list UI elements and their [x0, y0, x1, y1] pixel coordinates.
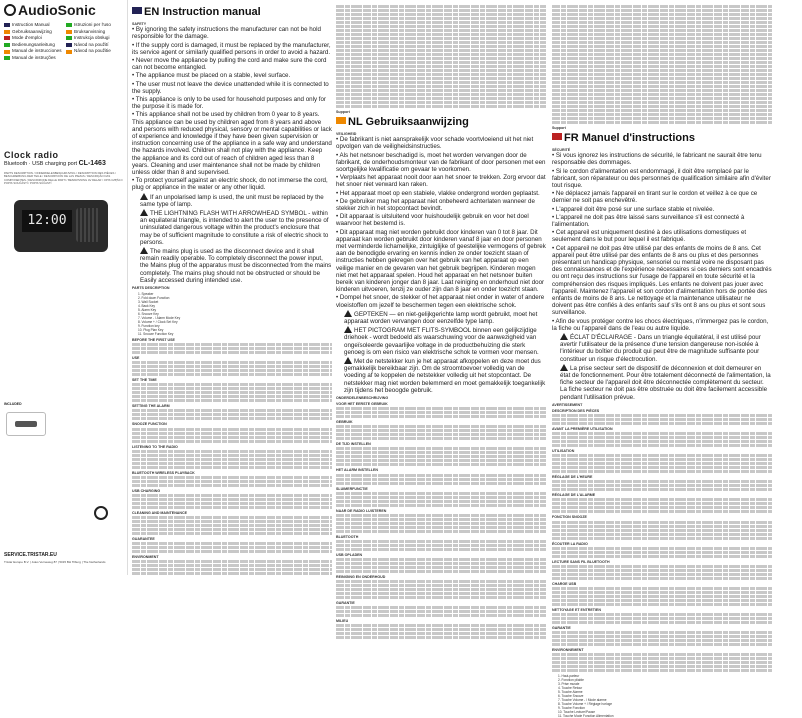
warning-intro-fr: AVERTISSEMENT	[552, 402, 583, 407]
paragraph-text: THE LIGHTNING FLASH WITH ARROWHEAD SYMBOL - within an equilateral triangle, is intended to alert the user to the presence of uninsulated dangerous voltage within the product's enclosure that may be of sufficient magnitude to constitute a risk of electric shock to persons.	[140, 209, 329, 246]
section-heading: DE TIJD INSTELLEN	[336, 442, 371, 447]
safety-bullet: • The appliance must be placed on a stable, level surface.	[132, 72, 291, 80]
section-body	[552, 587, 772, 606]
section-body	[132, 560, 332, 575]
safety-bullet: • Afin de vous protéger contre les chocs électriques, n'immergez pas le cordon, la fiche ou l'appareil dans de l'eau ou autre liquide.	[552, 317, 769, 332]
warning-triangle-icon	[344, 310, 352, 317]
brand-logo	[4, 2, 96, 18]
section-heading: DESCRIPTION DES PIÈCES	[552, 408, 600, 413]
flag-icon	[132, 7, 142, 14]
paragraph-text: Met de netstekker kun je het apparaat afkoppelen en deze moet dus gemakkelijk bereikbaar zijn. Om de stroomtoevoer volledig van de voeding af te koppelen de netstekker volledig uit het stopcontact. De netstekker mag niet worden belemmerd en moet gemakkelijk toegankelijk zijn tijdens het beoogde gebruik.	[344, 358, 546, 394]
warnings-en	[132, 193, 332, 284]
safety-bullet: • De fabrikant is niet aansprakelijk voor schade voortvloeiend uit het niet opvolgen van de veiligheidsinstructies.	[336, 136, 534, 151]
paragraph-text: Dit apparaat mag niet worden gebruikt door kinderen van 0 tot 8 jaar. Dit apparaat kan worden gebruikt door kinderen vanaf 8 jaar en door personen met verminderde lichamelijke, zintuiglijke of geestelijke vermogens of gebrek aan de benodigde ervaring en kennis indien ze onder toezicht staan of instructies hebben gekregen over het gebruik van het apparaat op een veilige manier en de gevaren van het gebruik begrijpen. Kinderen mogen niet met het apparaat spelen. Houd het apparaat en het netsnoer buiten bereik van kinderen jonger dan 8 jaar. Laat reiniging en onderhoud niet door kinderen uitvoeren, tenzij ze ouder zijn dan 8 jaar en onder toezicht staan.	[336, 228, 546, 294]
language-item	[66, 48, 126, 55]
safety-title-en: SAFETY	[132, 22, 147, 26]
section-heading: BLUETOOTH WIRELESS PLAYBACK	[132, 470, 195, 475]
safety-bullet: • Verplaats het apparaat nooit door aan het snoer te trekken. Zorg ervoor dat het snoer niet verward kan raken.	[336, 174, 546, 189]
part-item: 4. Back Key	[138, 304, 156, 309]
safety-bullet: • Dit apparaat mag niet worden gebruikt door kinderen van 0 tot 8 jaar. Dit apparaat kan worden gebruikt door kinderen vanaf 8 jaar en door personen met verminderde lichamelijke, zintuiglijke of geestelijke vermogens of gebrek aan de benodigde ervaring en kennis indien ze onder toezicht staan of instructies hebben gekregen over het gebruik van het apparaat op een veilige manier en de gevaren van het gebruik begrijpen. Kinderen mogen niet met het apparaat spelen. Houd het apparaat en het netsnoer buiten bereik van kinderen jonger dan 8 jaar. Laat reiniging en onderhoud niet door kinderen uitvoeren, tenzij ze ouder zijn dan 8 jaar en onder toezicht staan.	[336, 228, 546, 294]
language-item	[66, 55, 126, 62]
warning-paragraph	[552, 364, 772, 401]
section-heading: RÉGLAGE DE L'HEURE	[552, 475, 593, 480]
section-body	[552, 454, 772, 473]
paragraph-text: Verplaats het apparaat nooit door aan het snoer te trekken. Zorg ervoor dat het snoer niet verward kan raken.	[336, 174, 546, 189]
language-item	[4, 29, 64, 36]
paragraph-text: Als het netsnoer beschadigd is, moet het worden vervangen door de fabrikant, de onderhoudsmonteur van de fabrikant of door personen met een soortgelijke kwalificatie om gevaar te voorkomen.	[336, 151, 546, 173]
warning-triangle-icon	[560, 333, 568, 340]
section-heading: CHARGE USB	[552, 581, 577, 586]
service-url: SERVICE.TRISTAR.EU	[4, 552, 57, 558]
part-item: 1. Haut-parleur	[558, 674, 580, 679]
safety-bullet: • Het apparaat moet op een stabiele, vlakke ondergrond worden geplaatst.	[336, 189, 540, 197]
part-item: 8. Touche Volume + / Réglage horloge	[558, 702, 613, 707]
paragraph-text: De fabrikant is niet aansprakelijk voor schade voortvloeiend uit het niet opvolgen van de veiligheidsinstructies.	[336, 136, 534, 151]
language-row	[4, 48, 126, 55]
flag-icon	[4, 56, 10, 60]
paragraph-text: HET PICTOGRAM MET FLITS-SYMBOOL binnen een gelijkzijdige driehoek - wordt bedoeld als waarschuwing voor de aanwezigheid van ongeïsoleerde gevaarlijke voltage in de productbehuizing die sterk genoeg is om een risico van elektrische schok te vormen voor mensen.	[344, 327, 539, 356]
section-body	[552, 498, 772, 513]
part-item: 2. Fold down Function	[138, 296, 170, 301]
paragraph-text: To protect yourself against an electric shock, do not immerse the cord, plug or appliance in the water or any other liquid.	[132, 177, 328, 192]
section-heading: ÉCOUTER LA RADIO	[552, 541, 588, 546]
section-heading: USB OPLADEN	[336, 552, 363, 557]
parts-list-en	[138, 292, 332, 336]
section-heading: UTILISATION	[552, 449, 575, 454]
section-body	[132, 494, 332, 509]
paragraph-text: Dit apparaat is uitsluitend voor huishoudelijk gebruik en voor het doel waarvoor het bestemd is.	[336, 213, 529, 228]
paragraph-text: Het apparaat moet op een stabiele, vlakke ondergrond worden geplaatst.	[339, 189, 540, 197]
safety-list-fr	[552, 152, 772, 332]
warning-paragraph	[552, 333, 772, 363]
language-item	[66, 29, 126, 36]
continued-en	[336, 5, 546, 114]
section-heading: SETTING THE ALARM	[132, 404, 170, 409]
part-item: 3. Prise murale	[558, 682, 580, 687]
language-item	[4, 48, 64, 55]
language-item	[4, 42, 64, 49]
brand-mark-icon	[94, 506, 108, 520]
flag-icon	[66, 30, 72, 34]
section-heading: MILIEU	[336, 619, 349, 624]
language-label: Návod na použitie	[74, 48, 111, 54]
service-address: Tristar Europe B.V. | Jules Verneweg 87 | 5015 BH Tilburg | The Netherlands	[4, 560, 106, 564]
safety-bullet: • If the supply cord is damaged, it must be replaced by the manufacturer, its service agent or similarly qualified persons in order to avoid a hazard.	[132, 41, 331, 56]
warning-triangle-icon	[140, 193, 148, 200]
section-body	[132, 542, 332, 553]
flag-icon	[66, 36, 72, 40]
flag-icon	[66, 43, 72, 47]
part-item: 6. Snooze Key	[138, 312, 159, 317]
part-item: 5. Alarm Key	[138, 308, 157, 313]
section-body	[552, 414, 772, 425]
warning-paragraph	[336, 357, 546, 394]
language-label: Istruzioni per l'uso	[74, 22, 111, 27]
section-body	[552, 547, 772, 558]
language-label: Návod na použití	[74, 41, 109, 47]
paragraph-text: If the supply cord is damaged, it must be replaced by the manufacturer, its service agent or similarly qualified persons in order to avoid a hazard.	[132, 41, 331, 56]
section-heading: AVANT LA PREMIÈRE UTILISATION	[552, 427, 613, 432]
section-body	[336, 606, 546, 617]
flag-icon	[4, 50, 10, 54]
parts-title-en: PARTS DESCRIPTION	[132, 286, 170, 290]
section-heading: NAAR DE RADIO LUISTEREN	[336, 508, 387, 513]
safety-bullet: • Ne déplacez jamais l'appareil en tirant sur le cordon et veillez à ce que ce dernier ne soit pas enchevêtré.	[552, 190, 758, 205]
section-body	[132, 409, 332, 420]
clock-radio-illustration	[14, 200, 108, 252]
paragraph-text: Si le cordon d'alimentation est endommagé, il doit être remplacé par le fabricant, son réparateur ou des personnes de qualification similaire afin d'éviter tout risque.	[552, 167, 771, 189]
included-accessory-illustration	[6, 412, 46, 436]
section-body	[552, 565, 772, 580]
warning-triangle-icon	[560, 364, 568, 371]
safety-bullet: • Never move the appliance by pulling the cord and make sure the cord can not become entangled.	[132, 56, 327, 72]
language-label: Manual de instruções	[12, 54, 56, 60]
product-title: Clock radio	[4, 150, 59, 160]
column-fr	[552, 4, 772, 718]
section-body	[132, 383, 332, 402]
section-heading: REINIGING EN ONDERHOUD	[336, 574, 386, 579]
paragraph-text: This appliance is only to be used for household purposes and only for the purpose it is made for.	[132, 95, 326, 111]
safety-bullet: • Dit apparaat is uitsluitend voor huishoudelijk gebruik en voor het doel waarvoor het bestemd is.	[336, 213, 529, 228]
language-row	[4, 22, 126, 29]
sections-nl	[336, 402, 546, 639]
part-item: 1. Speaker	[138, 292, 154, 297]
paragraph-text: ÉCLAT D'ÉCLAIRAGE - Dans un triangle équilatéral, il est utilisé pour avertir l'utilisateur de la présence d'une tension dangereuse non-isolée à l'intérieur du boîtier du produit qui peut être de magnitude suffisante pour constituer un risque d'électrocution.	[560, 334, 761, 363]
warning-triangle-icon	[344, 326, 352, 333]
part-item: 4. Touche Retour	[558, 686, 583, 691]
part-item: 7. Touche Volume - / Mode alarme	[558, 698, 607, 703]
warning-triangle-icon	[140, 247, 148, 254]
support-nl: Support	[552, 126, 566, 130]
brand-name: AudioSonic	[18, 2, 96, 18]
section-heading: ENVIRONNEMENT	[552, 648, 584, 653]
safety-list-nl	[336, 136, 546, 309]
product-model: CL-1463	[78, 160, 106, 167]
safety-bullet: • To protect yourself against an electric shock, do not immerse the cord, plug or appliance in the water or any other liquid.	[132, 177, 328, 192]
language-label: Instruction Manual	[12, 22, 50, 27]
paragraph-text: L'appareil doit être posé sur une surface stable et nivelée.	[555, 205, 715, 213]
section-body	[336, 407, 546, 418]
language-label: Bedienungsanleitung	[12, 41, 55, 47]
part-item: 3. Wall Socket	[138, 300, 159, 305]
section-body	[552, 480, 772, 491]
part-item: 6. Touche Snooze	[558, 694, 584, 699]
part-item: 2. Fonction pliable	[558, 678, 584, 683]
paragraph-text: Afin de vous protéger contre les chocs électriques, n'immergez pas le cordon, la fiche ou l'appareil dans de l'eau ou autre liquide.	[552, 317, 769, 332]
section-heading: GARANTIE	[552, 625, 571, 630]
safety-bullet: • The user must not leave the device unattended while it is connected to the supply.	[132, 80, 329, 95]
warning-paragraph	[336, 326, 546, 356]
language-item	[66, 35, 126, 42]
sections-fr	[552, 409, 772, 672]
safety-bullet: • This appliance is only to be used for household purposes and only for the purpose it is made for.	[132, 95, 326, 111]
product-subtitle: Bluetooth · USB charging port CL-1463	[4, 160, 106, 167]
section-body	[336, 580, 546, 599]
safety-bullet: • This appliance shall not be used by children from 0 year to 8 years. This appliance can be used by children aged from 8 years and above and persons with reduced physical, sensory or mental capabilities or lack of experience and knowledge if they have been given supervision or instruction concerning use of the appliance in a safe way and understand the hazards involved. Children shall not play with the appliance. Keep the appliance and its cord out of reach of children aged less than 8 years. Cleaning and user maintenance shall not be made by children unless older than 8 and supervised.	[132, 111, 332, 176]
language-list	[4, 22, 126, 62]
section-body	[132, 450, 332, 469]
language-item	[4, 22, 64, 29]
section-body	[336, 624, 546, 639]
flag-icon	[66, 23, 72, 27]
section-heading: VOOR HET EERSTE GEBRUIK	[336, 402, 388, 407]
part-item: 5. Touche Alarme	[558, 690, 583, 695]
section-heading: SLUIMERFUNCTIE	[336, 486, 368, 491]
flag-icon	[66, 50, 72, 54]
language-label: Mode d'emploi	[12, 35, 42, 41]
language-item	[66, 22, 126, 29]
paragraph-text: The appliance must be placed on a stable, level surface.	[135, 72, 291, 80]
paragraph-text: L'appareil ne doit pas être laissé sans surveillance s'il est connecté à l'alimentation.	[552, 213, 745, 229]
paragraph-text: GEPTEKEN — en niet-gelijkgerichte lamp wordt gebruikt, moet het apparaat worden vervangen door eenzelfde type lamp.	[344, 310, 538, 326]
safety-bullet: • Cet appareil est uniquement destiné à des utilisations domestiques et seulement dans le but pour lequel il est fabriqué.	[552, 229, 747, 244]
warning-paragraph	[132, 209, 332, 246]
warning-triangle-icon	[140, 209, 148, 216]
flag-icon	[552, 133, 562, 140]
support-en: Support	[336, 110, 350, 114]
section-body	[336, 558, 546, 573]
speaker-grille	[76, 208, 100, 242]
section-heading: USE	[132, 356, 140, 361]
language-label: Manual de instrucciones	[12, 48, 62, 54]
section-heading: LISTENING TO THE RADIO	[132, 444, 178, 449]
brand-logo-icon	[4, 4, 16, 16]
section-body	[552, 432, 772, 447]
column-nl	[336, 4, 546, 624]
part-item: 11. Snooze Function Key	[138, 332, 174, 337]
section-body	[336, 540, 546, 551]
section-body	[336, 492, 546, 507]
safety-bullet: • L'appareil doit être posé sur une surface stable et nivelée.	[552, 205, 715, 213]
section-body	[132, 516, 332, 535]
paragraph-text: This appliance shall not be used by children from 0 year to 8 years. This appliance can be used by children aged from 8 years and above and persons with reduced physical, sensory or mental capabilities or lack of experience and knowledge if they have been given supervision or instruction concerning use of the appliance in a safe way and understand the hazards involved. Children shall not play with the appliance. Keep the appliance and its cord out of reach of children aged less than 8 years. Cleaning and user maintenance shall not be made by children unless older than 8 and supervised.	[132, 111, 332, 176]
paragraph-text: Cet appareil est uniquement destiné à des utilisations domestiques et seulement dans le but pour lequel il est fabriqué.	[552, 229, 747, 244]
safety-list-en	[132, 26, 332, 191]
section-body	[132, 428, 332, 443]
part-item: 7. Volume - / Alarm Mode Key	[138, 316, 181, 321]
language-label: Instrukcja obsługi	[74, 35, 110, 41]
safety-bullet: • Si vous ignorez les instructions de sécurité, le fabricant ne saurait être tenu responsable des dommages.	[552, 152, 762, 167]
section-heading: HET ALARM INSTELLEN	[336, 468, 378, 473]
section-body	[552, 653, 772, 672]
continued-nl	[552, 5, 772, 130]
part-item: 10. Touche Lecture/Pause	[558, 710, 595, 715]
language-label: Gebruiksaanwijzing	[12, 28, 52, 34]
warning-paragraph	[336, 310, 546, 325]
language-item	[66, 42, 126, 49]
parts-list-fr	[558, 674, 772, 718]
section-heading: GUARANTEE	[132, 536, 155, 541]
section-body	[132, 361, 332, 376]
part-item: 10. Plug Plan Key	[138, 328, 164, 333]
section-heading: USB CHARGING	[132, 488, 161, 493]
safety-bullet: • L'appareil ne doit pas être laissé sans surveillance s'il est connecté à l'alimentation.	[552, 213, 745, 229]
section-body	[336, 474, 546, 485]
safety-bullet: • Dompel het snoer, de stekker of het apparaat niet onder in water of andere vloeistoffen om jezelf te beschermen tegen een elektrische schok.	[336, 294, 545, 309]
safety-bullet: • De gebruiker mag het apparaat niet onbeheerd achterlaten wanneer de stekker zich in het stopcontact bevindt.	[336, 197, 535, 213]
language-label: Bruksanvisning	[74, 28, 106, 34]
flag-icon	[4, 23, 10, 27]
safety-title-fr: SÉCURITÉ	[552, 148, 571, 153]
language-row	[4, 35, 126, 42]
section-heading: GARANTIE	[336, 601, 355, 606]
section-heading: GEBRUIK	[336, 420, 353, 425]
sections-en	[132, 338, 332, 575]
safety-bullet: • Cet appareil ne doit pas être utilisé par des enfants de moins de 8 ans. Cet appareil peut être utilisé par des enfants de 8 ans ou plus et des personnes présentant un handicap physique, sensoriel ou mental voire ne disposant pas des connaissances et de l'expérience nécessaires si ces derniers sont encadrés ou ont reçu des instructions sur l'usage de l'appareil en toute sécurité et la compréhension des risques impliqués. Les enfants ne doivent pas jouer avec l'appareil. Maintenez l'appareil et son cordon d'alimentation hors de portée des enfants de moins de 8 ans. Le nettoyage et la maintenance utilisateur ne doivent pas être confiés à des enfants sauf s'ils ont 8 ans ou plus et sont sous surveillance.	[552, 244, 772, 317]
paragraph-text: By ignoring the safety instructions the manufacturer can not be hold responsible for the damage.	[132, 26, 321, 41]
part-item: 9. Touche Fonction	[558, 706, 585, 711]
flag-icon	[4, 43, 10, 47]
part-item: 9. Function key	[138, 324, 160, 329]
paragraph-text: Cet appareil ne doit pas être utilisé par des enfants de moins de 8 ans. Cet appareil peut être utilisé par des enfants de 8 ans ou plus et des personnes présentant un handicap physique, sensoriel ou mental voire ne disposant pas des connaissances et de l'expérience nécessaires si ces derniers sont encadrés ou ont reçu des instructions sur l'usage de l'appareil en toute sécurité et la compréhension des risques impliqués. Les enfants ne doivent pas jouer avec l'appareil. Maintenez l'appareil et son cordon d'alimentation hors de portée des enfants de moins de 8 ans. Le nettoyage et la maintenance utilisateur ne doivent pas être confiés à des enfants sauf s'ils ont 8 ans ou plus et sont sous surveillance.	[552, 244, 772, 317]
safety-bullet: • By ignoring the safety instructions the manufacturer can not be hold responsible for the damage.	[132, 26, 321, 41]
heading-en: EN Instruction manual	[132, 6, 332, 19]
section-heading: SNOOZE FUNCTION	[132, 422, 167, 427]
language-row	[4, 29, 126, 36]
paragraph-text: Dompel het snoer, de stekker of het apparaat niet onder in water of andere vloeistoffen om jezelf te beschermen tegen een elektrische schok.	[336, 294, 545, 309]
section-body	[552, 631, 772, 646]
paragraph-text: The mains plug is used as the disconnect device and it shall remain readily operable. To completely disconnect the power input, the Mains plug of the apparatus must be disconnected from the mains completely. The mains plug should not be obstructed or should be Easily accessed during intended use.	[140, 247, 332, 284]
paragraph-text: De gebruiker mag het apparaat niet onbeheerd achterlaten wanneer de stekker zich in het stopcontact bevindt.	[336, 197, 535, 213]
section-heading: RÉGLAGE DE L'ALARME	[552, 493, 596, 498]
section-heading: FONCTION SNOOZE	[552, 515, 587, 520]
warning-triangle-icon	[344, 357, 352, 364]
paragraph-text: The user must not leave the device unattended while it is connected to the supply.	[132, 80, 329, 95]
section-body	[552, 521, 772, 540]
warnings-fr	[552, 333, 772, 401]
parts-title-nl: ONDERDELENBESCHRIJVING	[336, 396, 389, 401]
section-body	[336, 425, 546, 440]
section-body	[552, 613, 772, 624]
section-heading: BEFORE THE FIRST USE	[132, 338, 175, 343]
heading-nl: NL Gebruiksaanwijzing	[336, 116, 546, 129]
section-body	[336, 514, 546, 533]
clock-display: 12:00	[22, 210, 72, 232]
safety-bullet: • Si le cordon d'alimentation est endommagé, il doit être remplacé par le fabricant, son réparateur ou des personnes de qualification similaire afin d'éviter tout risque.	[552, 167, 771, 189]
section-heading: ENVIRONMENT	[132, 555, 159, 560]
language-row	[4, 42, 126, 49]
heading-fr: FR Manuel d'instructions	[552, 132, 772, 145]
warning-paragraph	[132, 247, 332, 284]
safety-title-nl: VEILIGHEID	[336, 132, 357, 137]
language-item	[4, 55, 64, 62]
safety-bullet: • Als het netsnoer beschadigd is, moet het worden vervangen door de fabrikant, de onderhoudsmonteur van de fabrikant of door personen met een soortgelijke kwalificatie om gevaar te voorkomen.	[336, 151, 546, 173]
warning-paragraph	[132, 193, 332, 208]
parts-description-caption: PARTS DESCRIPTION / ONDERDELENBESCHRIJVING / DESCRIPTION DES PIÈCES / BESCHREIBUNG DER TEILE / DESCRIPCIÓN DE LAS PIEZAS / DESCRIÇÃO DAS COMPONENTES / DESCRIZIONE DELLE PARTI / BESKRIVNING AV DELAR / OPIS CZĘŚCI / POPIS SOUČÁSTÍ / POPIS SÚČASTÍ	[4, 171, 124, 186]
column-en	[132, 4, 332, 570]
section-body	[336, 447, 546, 466]
section-heading: CLEANING AND MAINTENANCE	[132, 510, 187, 515]
paragraph-text: If an unpolarised lamp is used, the unit must be replaced by the same type of lamp.	[140, 193, 324, 208]
section-heading: BLUETOOTH	[336, 534, 359, 539]
paragraph-text: Si vous ignorez les instructions de sécurité, le fabricant ne saurait être tenu responsable des dommages.	[552, 152, 762, 167]
section-heading: SET THE TIME	[132, 378, 157, 383]
language-row	[4, 55, 126, 62]
paragraph-text: Never move the appliance by pulling the cord and make sure the cord can not become entangled.	[132, 56, 327, 72]
part-item: 8. Volume + / Clock Set Key	[138, 320, 178, 325]
language-item	[4, 35, 64, 42]
paragraph-text: La prise secteur sert de dispositif de déconnexion et doit demeurer en état de fonctionnement. Pour être totalement déconnecté de l'alimentation, la fiche secteur de l'appareil doit être déconnectée complètement du secteur. La fiche secteur ne doit pas être obstruée ou doit être facilement accessible pendant l'utilisation prévue.	[560, 364, 771, 401]
included-label: INCLUDED	[4, 402, 22, 406]
flag-icon	[4, 30, 10, 34]
flag-icon	[336, 117, 346, 124]
section-body	[132, 476, 332, 487]
flag-icon	[4, 36, 10, 40]
paragraph-text: Ne déplacez jamais l'appareil en tirant sur le cordon et veillez à ce que ce dernier ne soit pas enchevêtré.	[552, 190, 758, 205]
warnings-nl	[336, 310, 546, 394]
section-body	[132, 343, 332, 354]
cover-sidebar	[0, 0, 128, 575]
section-heading: LECTURE SANS FIL BLUETOOTH	[552, 559, 610, 564]
part-item: 11. Touche Mode Fonction Alimentation	[558, 714, 614, 718]
section-heading: NETTOYAGE ET ENTRETIEN	[552, 607, 601, 612]
